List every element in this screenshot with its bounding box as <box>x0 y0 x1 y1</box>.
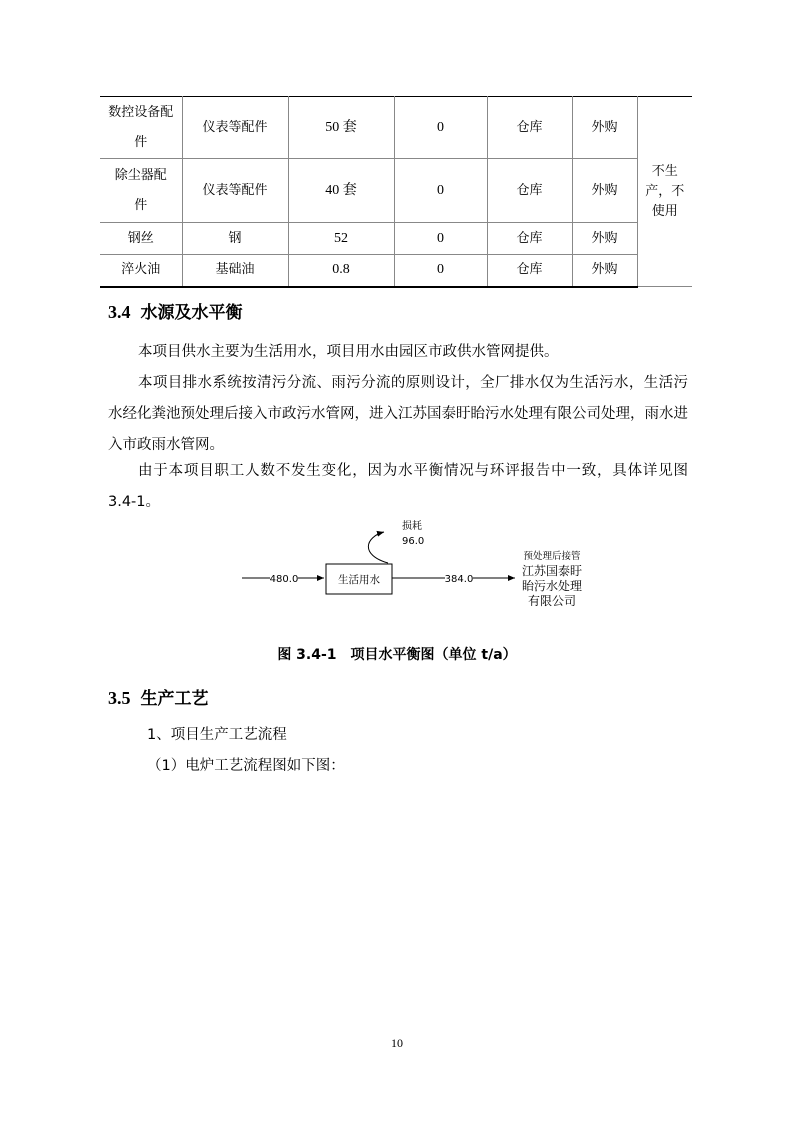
cell-location: 仓库 <box>487 255 572 287</box>
cell-name: 数控设备配件 <box>100 97 182 159</box>
cell-stock: 0 <box>394 97 487 159</box>
list-item: （1）电炉工艺流程图如下图： <box>147 758 345 774</box>
water-balance-diagram <box>230 515 630 615</box>
loss-value: 96.0 <box>402 536 425 547</box>
section-heading-3-5 <box>108 684 209 709</box>
cell-stock: 0 <box>394 255 487 287</box>
cell-source: 外购 <box>572 255 637 287</box>
box-label: 生活用水 <box>338 574 380 586</box>
table-row <box>100 97 692 159</box>
cell-amount: 40 套 <box>288 159 394 223</box>
cell-source: 外购 <box>572 223 637 255</box>
cell-amount: 0.8 <box>288 255 394 287</box>
cell-name: 除尘器配件 <box>100 159 182 223</box>
paragraph: 本项目排水系统按清污分流、雨污分流的原则设计，全厂排水仅为生活污水，生活污水经化粪池预处理后接入市政污水管网，进入江苏国泰盱眙污水处理有限公司处理，雨水进入市政雨水管网。 <box>108 375 688 453</box>
page-number: 10 <box>391 1036 403 1050</box>
cell-material: 钢 <box>182 223 288 255</box>
cell-location: 仓库 <box>487 223 572 255</box>
section-title: 水源及水平衡 <box>140 303 243 323</box>
cell-merged-note: 不生产，不使用 <box>637 97 692 287</box>
paragraph: 由于本项目职工人数不发生变化，因为水平衡情况与环评报告中一致，具体详见图 3.4-1。 <box>108 463 688 510</box>
destination-note: 预处理后接管 <box>523 551 581 562</box>
cell-amount: 50 套 <box>288 97 394 159</box>
cell-amount: 52 <box>288 223 394 255</box>
section-number: 3.5 <box>108 688 131 708</box>
destination-line: 江苏国泰盱 <box>521 564 583 578</box>
paragraph: 本项目供水主要为生活用水，项目用水由园区市政供水管网提供。 <box>138 344 559 360</box>
cell-stock: 0 <box>394 223 487 255</box>
destination-line: 眙污水处理 <box>521 579 583 593</box>
cell-stock: 0 <box>394 159 487 223</box>
cell-material: 仪表等配件 <box>182 159 288 223</box>
cell-location: 仓库 <box>487 159 572 223</box>
destination-line: 有限公司 <box>527 594 577 608</box>
cell-source: 外购 <box>572 159 637 223</box>
section-heading-3-4 <box>108 298 243 323</box>
section-title: 生产工艺 <box>140 689 209 709</box>
materials-table <box>100 96 692 288</box>
loss-arrow <box>368 532 388 563</box>
table-row <box>100 255 692 287</box>
figure-caption <box>0 644 794 664</box>
list-item: 1、项目生产工艺流程 <box>147 727 287 743</box>
input-value: 480.0 <box>269 574 299 585</box>
figure-title: 项目水平衡图（单位 t/a） <box>350 647 517 663</box>
section-number: 3.4 <box>108 302 131 322</box>
cell-name: 钢丝 <box>100 223 182 255</box>
output-value: 384.0 <box>444 574 474 585</box>
loss-label: 损耗 <box>402 521 422 532</box>
cell-material: 仪表等配件 <box>182 97 288 159</box>
table-row <box>100 159 692 223</box>
table-row <box>100 223 692 255</box>
cell-material: 基础油 <box>182 255 288 287</box>
cell-location: 仓库 <box>487 97 572 159</box>
figure-number: 图 3.4-1 <box>277 647 337 663</box>
cell-source: 外购 <box>572 97 637 159</box>
cell-name: 淬火油 <box>100 255 182 287</box>
